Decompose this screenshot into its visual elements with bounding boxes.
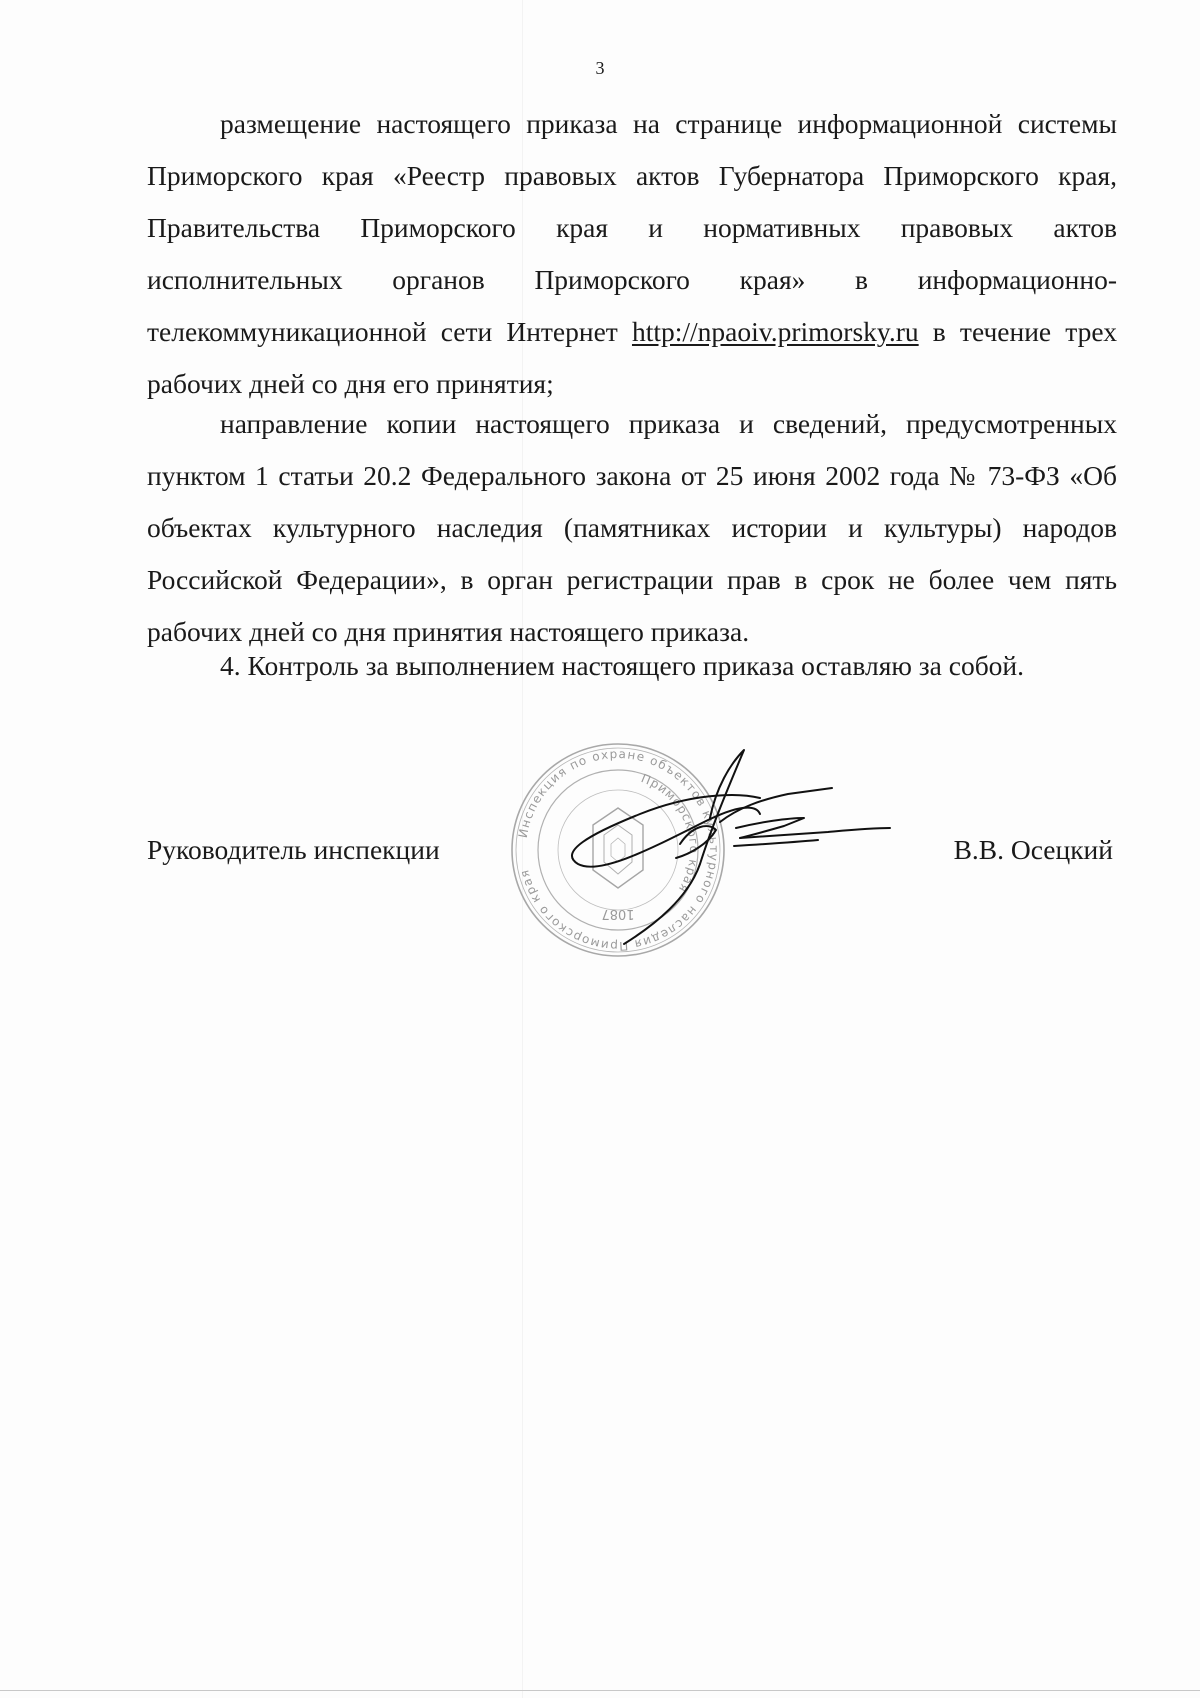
stamp-number: 1087 <box>601 906 635 921</box>
page-number: 3 <box>595 58 605 78</box>
handwritten-signature <box>560 748 900 948</box>
paragraph-copy-direction <box>147 398 1117 658</box>
signatory-position: Руководитель инспекции <box>147 834 440 865</box>
paragraph-publication-part1: размещение настоящего приказа на странице информационной системы Приморского края «Реестр правовых актов Губернатора Приморского края, Правительства Приморского края и нормативных правовых актов исполнительных органов Приморского края» в информационно-телекоммуникационной сети Интернет <box>147 108 1117 347</box>
stamp-inner-text: Приморского края <box>639 771 702 896</box>
stamp-outer-text: Инспекция по охране объектов культурного наследия Приморского края <box>515 746 722 954</box>
paragraph-copy-direction-text: направление копии настоящего приказа и сведений, предусмотренных пунктом 1 статьи 20.2 Федерального закона от 25 июня 2002 года № 73-ФЗ «Об объектах культурного наследия (памятниках истории и культуры) народов Российской Федерации», в орган регистрации прав в срок не более чем пять рабочих дней со дня принятия настоящего приказа. <box>147 408 1117 647</box>
signatory-name: В.В. Осецкий <box>953 834 1113 865</box>
paragraph-publication-part2: в течение трех рабочих дней со дня его принятия; <box>147 316 1117 399</box>
registry-link[interactable]: http://npaoiv.primorsky.ru <box>631 316 919 347</box>
paragraph-control <box>147 640 1117 692</box>
paragraph-publication-text <box>147 98 1117 410</box>
paragraph-publication <box>147 98 1117 410</box>
scan-bottom-edge <box>0 1690 1200 1691</box>
paragraph-control-text: 4. Контроль за выполнением настоящего приказа оставляю за собой. <box>220 650 1025 681</box>
